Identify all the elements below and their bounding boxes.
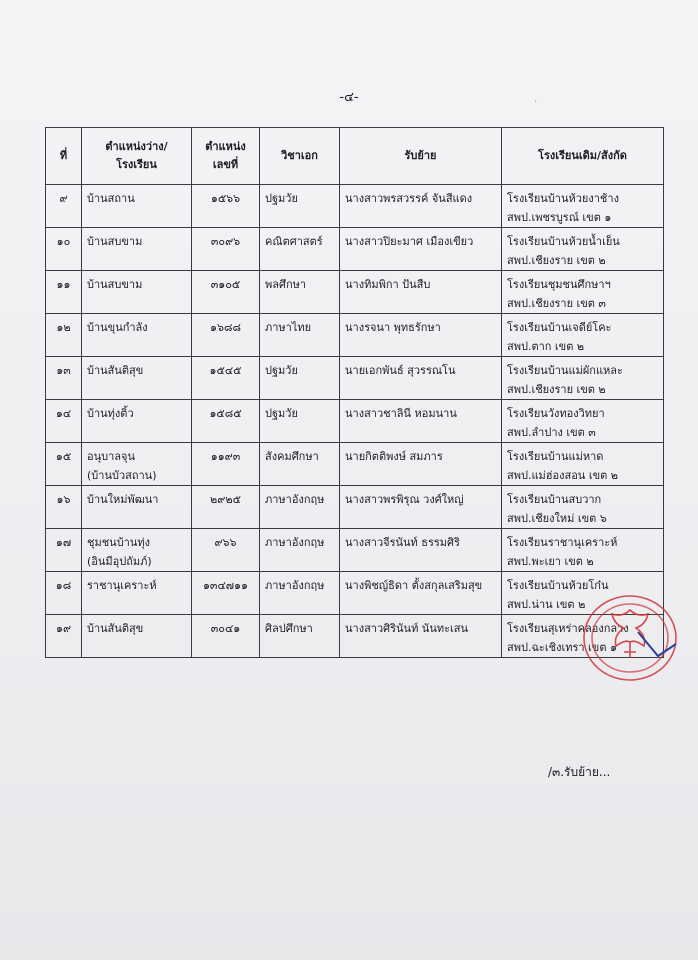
row-transferee: นายเอกพันธ์ สุวรรณโน xyxy=(340,357,502,400)
row-origin: โรงเรียนวังทองวิทยา สพป.ลำปาง เขต ๓ xyxy=(502,400,664,443)
row-origin: โรงเรียนบ้านแม่หาด สพป.แม่ฮ่องสอน เขต ๒ xyxy=(502,443,664,486)
row-position-no: ๓๐๔๑ xyxy=(192,615,260,658)
row-major: สังคมศึกษา xyxy=(260,443,340,486)
row-school: บ้านสันติสุข xyxy=(82,615,192,658)
row-transferee: นางสาวจีรนันท์ ธรรมศิริ xyxy=(340,529,502,572)
row-school: บ้านสถาน xyxy=(82,185,192,228)
table-row xyxy=(46,486,664,529)
table-row xyxy=(46,357,664,400)
row-no: ๑๒ xyxy=(46,314,82,357)
row-position-no: ๙๖๖ xyxy=(192,529,260,572)
row-position-no: ๑๓๔๗๑๑ xyxy=(192,572,260,615)
row-origin: โรงเรียนบ้านห้วยงาช้าง สพป.เพชรบูรณ์ เขต ๑ xyxy=(502,185,664,228)
row-origin: โรงเรียนชุมชนศึกษาฯ สพป.เชียงราย เขต ๓ xyxy=(502,271,664,314)
row-school: ชุมชนบ้านทุ่ง (อินมีอุปถัมภ์) xyxy=(82,529,192,572)
row-position-no: ๑๕๔๕ xyxy=(192,357,260,400)
row-transferee: นางสาวปิยะมาศ เมืองเขียว xyxy=(340,228,502,271)
row-no: ๑๙ xyxy=(46,615,82,658)
table-row xyxy=(46,228,664,271)
row-no: ๑๓ xyxy=(46,357,82,400)
garuda-seal-icon xyxy=(580,586,686,686)
table-row xyxy=(46,185,664,228)
row-transferee: นางทิมพิกา ปันสืบ xyxy=(340,271,502,314)
header-major: วิชาเอก xyxy=(260,128,340,185)
row-no: ๑๔ xyxy=(46,400,82,443)
row-major: ภาษาอังกฤษ xyxy=(260,572,340,615)
row-major: ปฐมวัย xyxy=(260,185,340,228)
row-origin: โรงเรียนสุเหร่าคลองกลาง สพป.ฉะเชิงเทรา เขต ๑ xyxy=(502,615,664,658)
row-transferee: นางพิชญ์ธิดา ตั้งสกุลเสริมสุข xyxy=(340,572,502,615)
row-position-no: ๓๐๙๖ xyxy=(192,228,260,271)
row-no: ๑๕ xyxy=(46,443,82,486)
row-major: ปฐมวัย xyxy=(260,357,340,400)
row-origin: โรงเรียนบ้านสบวาก สพป.เชียงใหม่ เขต ๖ xyxy=(502,486,664,529)
row-major: ภาษาไทย xyxy=(260,314,340,357)
row-position-no: ๑๕๖๖ xyxy=(192,185,260,228)
row-school: บ้านสบขาม xyxy=(82,228,192,271)
row-school: บ้านทุ่งติ้ว xyxy=(82,400,192,443)
row-major: ปฐมวัย xyxy=(260,400,340,443)
row-transferee: นางรจนา พุทธรักษา xyxy=(340,314,502,357)
header-transferee: รับย้าย xyxy=(340,128,502,185)
row-transferee: นางสาวชาลินี หอมนาน xyxy=(340,400,502,443)
table-row xyxy=(46,572,664,615)
header-position-no: ตำแหน่ง เลขที่ xyxy=(192,128,260,185)
row-position-no: ๑๖๘๘ xyxy=(192,314,260,357)
page-number: -๔- xyxy=(339,90,359,105)
row-school: บ้านใหม่พัฒนา xyxy=(82,486,192,529)
row-transferee: นางสาวศิรินันท์ นันทะเสน xyxy=(340,615,502,658)
row-origin: โรงเรียนราชานุเคราะห์ สพป.พะเยา เขต ๒ xyxy=(502,529,664,572)
transfer-table xyxy=(45,127,664,658)
row-no: ๑๗ xyxy=(46,529,82,572)
row-position-no: ๒๙๒๕ xyxy=(192,486,260,529)
table-row xyxy=(46,314,664,357)
row-position-no: ๑๕๘๕ xyxy=(192,400,260,443)
row-major: คณิตศาสตร์ xyxy=(260,228,340,271)
row-major: ภาษาอังกฤษ xyxy=(260,486,340,529)
row-transferee: นางสาวพรสวรรค์ จันสีแดง xyxy=(340,185,502,228)
scan-speck: · xyxy=(534,97,538,108)
row-school: อนุบาลจุน (บ้านบัวสถาน) xyxy=(82,443,192,486)
table-row xyxy=(46,529,664,572)
table-row xyxy=(46,615,664,658)
row-major: ภาษาอังกฤษ xyxy=(260,529,340,572)
row-no: ๑๘ xyxy=(46,572,82,615)
row-school: ราชานุเคราะห์ xyxy=(82,572,192,615)
table-header-row xyxy=(46,128,664,185)
row-school: บ้านสบขาม xyxy=(82,271,192,314)
table-row xyxy=(46,400,664,443)
row-origin: โรงเรียนบ้านแม่ผักแหละ สพป.เชียงราย เขต ๒ xyxy=(502,357,664,400)
table-row xyxy=(46,271,664,314)
row-transferee: นายกิตติพงษ์ สมภาร xyxy=(340,443,502,486)
row-no: ๙ xyxy=(46,185,82,228)
row-origin: โรงเรียนบ้านห้วยโก๋น สพป.น่าน เขต ๒ xyxy=(502,572,664,615)
row-no: ๑๐ xyxy=(46,228,82,271)
row-position-no: ๓๑๐๕ xyxy=(192,271,260,314)
row-school: บ้านสันติสุข xyxy=(82,357,192,400)
row-school: บ้านขุนกำลัง xyxy=(82,314,192,357)
header-no: ที่ xyxy=(46,128,82,185)
row-no: ๑๑ xyxy=(46,271,82,314)
row-major: พลศึกษา xyxy=(260,271,340,314)
header-origin: โรงเรียนเดิม/สังกัด xyxy=(502,128,664,185)
table-row xyxy=(46,443,664,486)
row-position-no: ๑๑๙๓ xyxy=(192,443,260,486)
row-transferee: นางสาวพรพิรุณ วงศ์ใหญ่ xyxy=(340,486,502,529)
row-origin: โรงเรียนบ้านห้วยน้ำเย็น สพป.เชียงราย เขต ๒ xyxy=(502,228,664,271)
continuation-note: /๓.รับย้าย... xyxy=(548,765,611,779)
header-position: ตำแหน่งว่าง/ โรงเรียน xyxy=(82,128,192,185)
row-no: ๑๖ xyxy=(46,486,82,529)
row-major: ศิลปศึกษา xyxy=(260,615,340,658)
row-origin: โรงเรียนบ้านเจดีย์โคะ สพป.ตาก เขต ๒ xyxy=(502,314,664,357)
